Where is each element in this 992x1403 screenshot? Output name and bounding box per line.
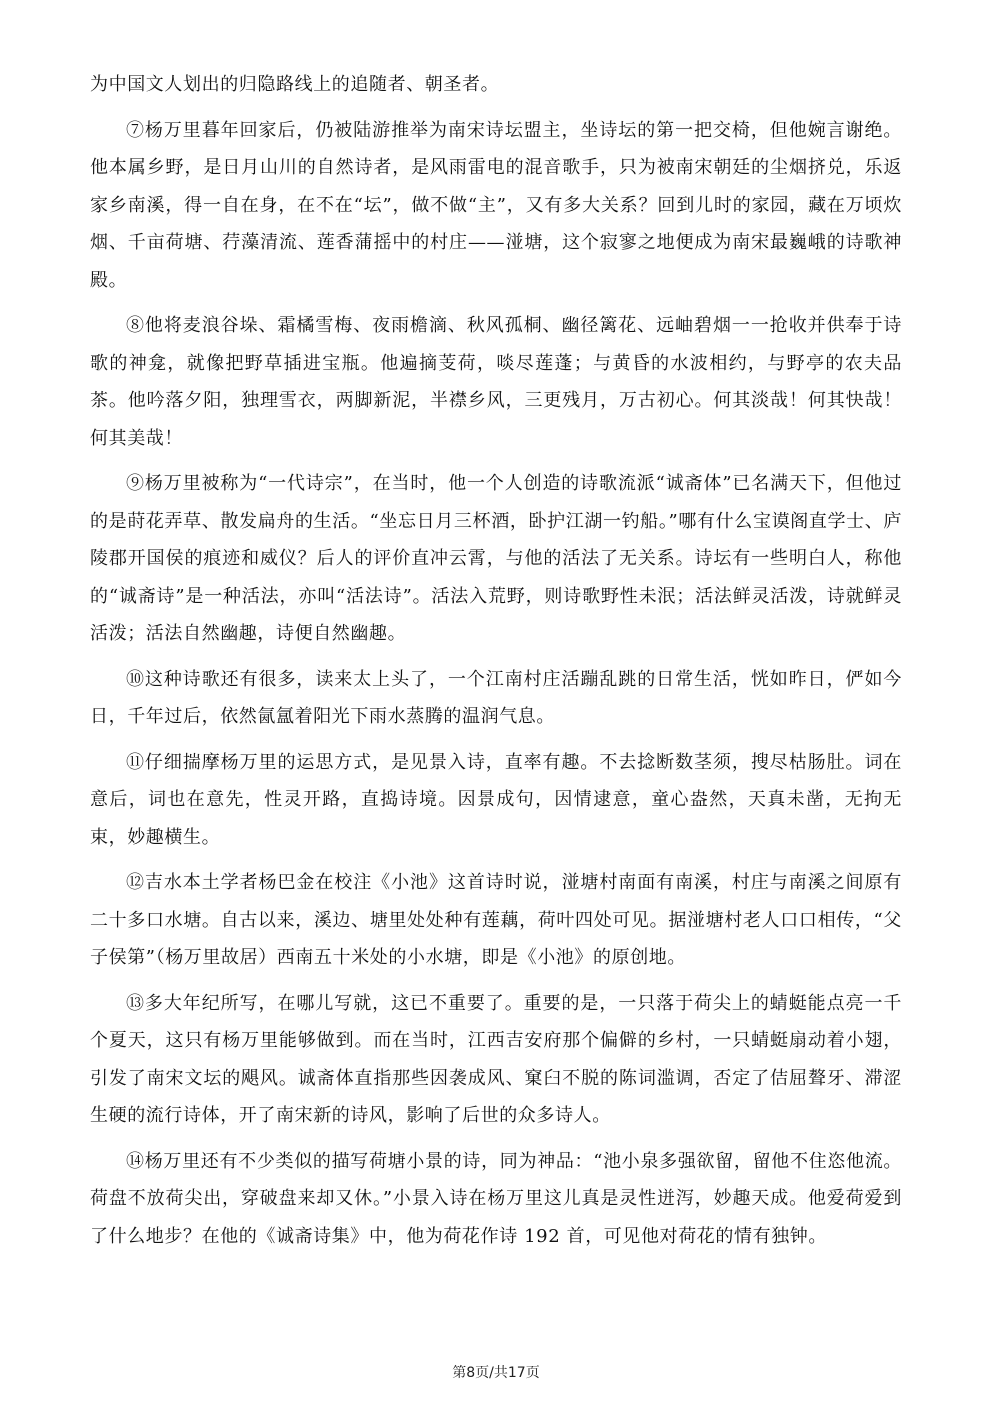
- page-number-footer: 第8页/共17页: [452, 1365, 540, 1381]
- paragraph-10: ⑩这种诗歌还有很多，读来太上头了，一个江南村庄活蹦乱跳的日常生活，恍如昨日，俨如今日，千年过后，依然氤氲着阳光下雨水蒸腾的温润气息。: [90, 668, 902, 727]
- paragraph-continuation: 为中国文人划出的归隐路线上的追随者、朝圣者。: [90, 74, 500, 95]
- paragraph-13: ⑬多大年纪所写，在哪儿写就，这已不重要了。重要的是，一只落于荷尖上的蜻蜓能点亮一千个夏天，这只有杨万里能够做到。而在当时，江西吉安府那个偏僻的乡村，一只蜻蜓扇动着小翅，引发了南宋文坛的飓风。诚斋体直指那些因袭成风、窠臼不脱的陈词滥调，否定了佶屈聱牙、滞涩生硬的流行诗体，开了南宋新的诗风，影响了后世的众多诗人。: [90, 992, 902, 1126]
- paragraph-9: ⑨杨万里被称为“一代诗宗”，在当时，他一个人创造的诗歌流派“诚斋体”已名满天下，但他过的是莳花弄草、散发扁舟的生活。“坐忘日月三杯酒，卧护江湖一钓船。”哪有什么宝谟阁直学士、庐陵郡开国侯的痕迹和威仪？后人的评价直冲云霄，与他的活法了无关系。诗坛有一些明白人，称他的“诚斋诗”是一种活法，亦叫“活法诗”。活法入荒野，则诗歌野性未泯；活法鲜灵活泼，诗就鲜灵活泼；活法自然幽趣，诗便自然幽趣。: [90, 473, 902, 644]
- paragraph-14: ⑭杨万里还有不少类似的描写荷塘小景的诗，同为神品：“池小泉多强欲留，留他不住恣他流。荷盘不放荷尖出，穿破盘来却又休。”小景入诗在杨万里这儿真是灵性迸泻，妙趣天成。他爱荷爱到了什么地步？在他的《诚斋诗集》中，他为荷花作诗 192 首，可见他对荷花的情有独钟。: [90, 1150, 902, 1247]
- paragraph-12: ⑫吉水本土学者杨巴金在校注《小池》这首诗时说，湴塘村南面有南溪，村庄与南溪之间原有二十多口水塘。自古以来，溪边、塘里处处种有莲藕，荷叶四处可见。据湴塘村老人口口相传，“父子侯第”（杨万里故居）西南五十米处的小水塘，即是《小池》的原创地。: [90, 872, 902, 968]
- paragraph-8: ⑧他将麦浪谷垛、霜橘雪梅、夜雨檐滴、秋风孤桐、幽径篱花、远岫碧烟一一抢收并供奉于诗歌的神龛，就像把野草插进宝瓶。他遍摘芰荷，啖尽莲蓬；与黄昏的水波相约，与野亭的农夫品茶。他吟落夕阳，独理雪衣，两脚新泥，半襟乡风，三更残月，万古初心。何其淡哉！何其快哉！何其美哉！: [90, 315, 902, 449]
- article-body: [90, 66, 902, 1263]
- paragraph-11: ⑪仔细揣摩杨万里的运思方式，是见景入诗，直率有趣。不去捻断数茎须，搜尽枯肠肚。词在意后，词也在意先，性灵开路，直捣诗境。因景成句，因情逮意，童心盎然，天真未凿，无拘无束，妙趣横生。: [90, 751, 902, 848]
- paragraph-7: ⑦杨万里暮年回家后，仍被陆游推举为南宋诗坛盟主，坐诗坛的第一把交椅，但他婉言谢绝。他本属乡野，是日月山川的自然诗者，是风雨雷电的混音歌手，只为被南宋朝廷的尘烟挤兑，乐返家乡南溪，得一自在身，在不在“坛”，做不做“主”，又有多大关系？回到儿时的家园，藏在万顷炊烟、千亩荷塘、荇藻清流、莲香蒲摇中的村庄——湴塘，这个寂寥之地便成为南宋最巍峨的诗歌神殿。: [90, 119, 902, 291]
